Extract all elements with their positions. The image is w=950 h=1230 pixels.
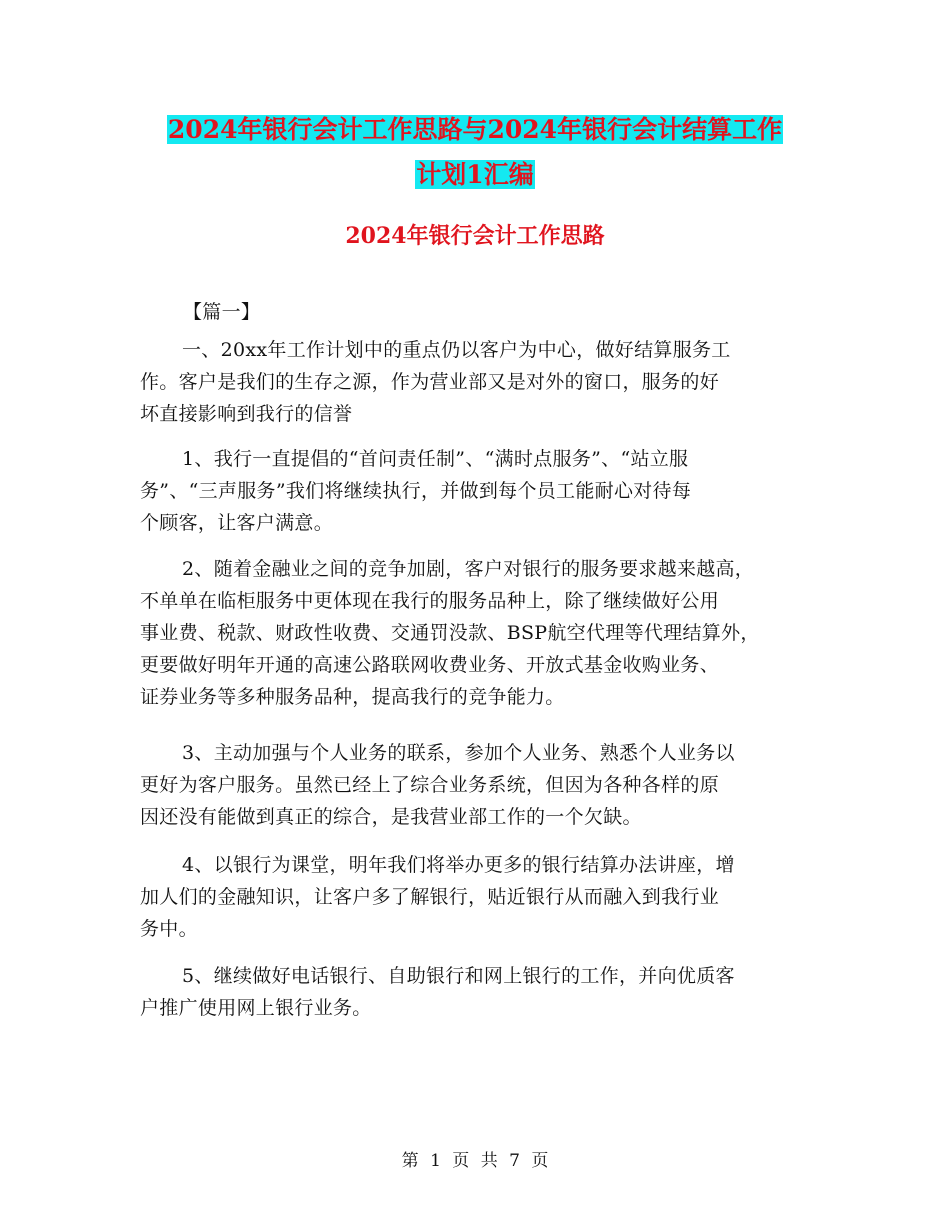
paragraph-line: 证券业务等多种服务品种，提高我行的竞争能力。 (140, 686, 565, 708)
paragraph-3 (140, 553, 840, 713)
paragraph-line: 3、主动加强与个人业务的联系，参加个人业务、熟悉个人业务以 (182, 742, 735, 764)
paragraph-line: 务中。 (140, 918, 198, 940)
document-title-line-1 (0, 111, 950, 149)
paragraph-line: 作。客户是我们的生存之源，作为营业部又是对外的窗口，服务的好 (140, 371, 720, 393)
page-number-footer: 第 1 页 共 7 页 (401, 1151, 549, 1171)
paragraph-2 (140, 443, 840, 539)
paragraph-line: 2、随着金融业之间的竞争加剧，客户对银行的服务要求越来越高， (182, 558, 755, 580)
paragraph-line: 1、我行一直提倡的“首问责任制”、“满时点服务”、“站立服 (182, 448, 689, 470)
paragraph-line: 更要做好明年开通的高速公路联网收费业务、开放式基金收购业务、 (140, 654, 720, 676)
paragraph-6 (140, 960, 840, 1024)
paragraph-5 (140, 849, 840, 945)
paragraph-line: 4、以银行为课堂，明年我们将举办更多的银行结算办法讲座，增 (182, 854, 735, 876)
paragraph-line: 更好为客户服务。虽然已经上了综合业务系统，但因为各种各样的原 (140, 774, 720, 796)
part-label: 【篇一】 (183, 301, 261, 323)
paragraph-line: 5、继续做好电话银行、自助银行和网上银行的工作，并向优质客 (182, 965, 735, 987)
paragraph-line: 务”、“三声服务”我们将继续执行，并做到每个员工能耐心对待每 (140, 480, 692, 502)
paragraph-line: 事业费、税款、财政性收费、交通罚没款、BSP航空代理等代理结算外， (140, 622, 760, 644)
paragraph-line: 一、20xx年工作计划中的重点仍以客户为中心，做好结算服务工 (182, 339, 731, 361)
paragraph-4 (140, 737, 840, 833)
title-highlight-1: 2024年银行会计工作思路与2024年银行会计结算工作 (167, 115, 783, 144)
paragraph-line: 户推广使用网上银行业务。 (140, 997, 372, 1019)
document-title-line-2 (0, 156, 950, 194)
paragraph-line: 因还没有能做到真正的综合，是我营业部工作的一个欠缺。 (140, 806, 642, 828)
title-highlight-2: 计划1汇编 (416, 160, 534, 189)
paragraph-line: 个顾客，让客户满意。 (140, 512, 334, 534)
paragraph-line: 不单单在临柜服务中更体现在我行的服务品种上，除了继续做好公用 (140, 590, 720, 612)
paragraph-1 (140, 334, 840, 430)
paragraph-line: 坏直接影响到我行的信誉 (140, 403, 353, 425)
paragraph-line: 加人们的金融知识，让客户多了解银行，贴近银行从而融入到我行业 (140, 886, 720, 908)
section-heading: 2024年银行会计工作思路 (345, 223, 605, 249)
